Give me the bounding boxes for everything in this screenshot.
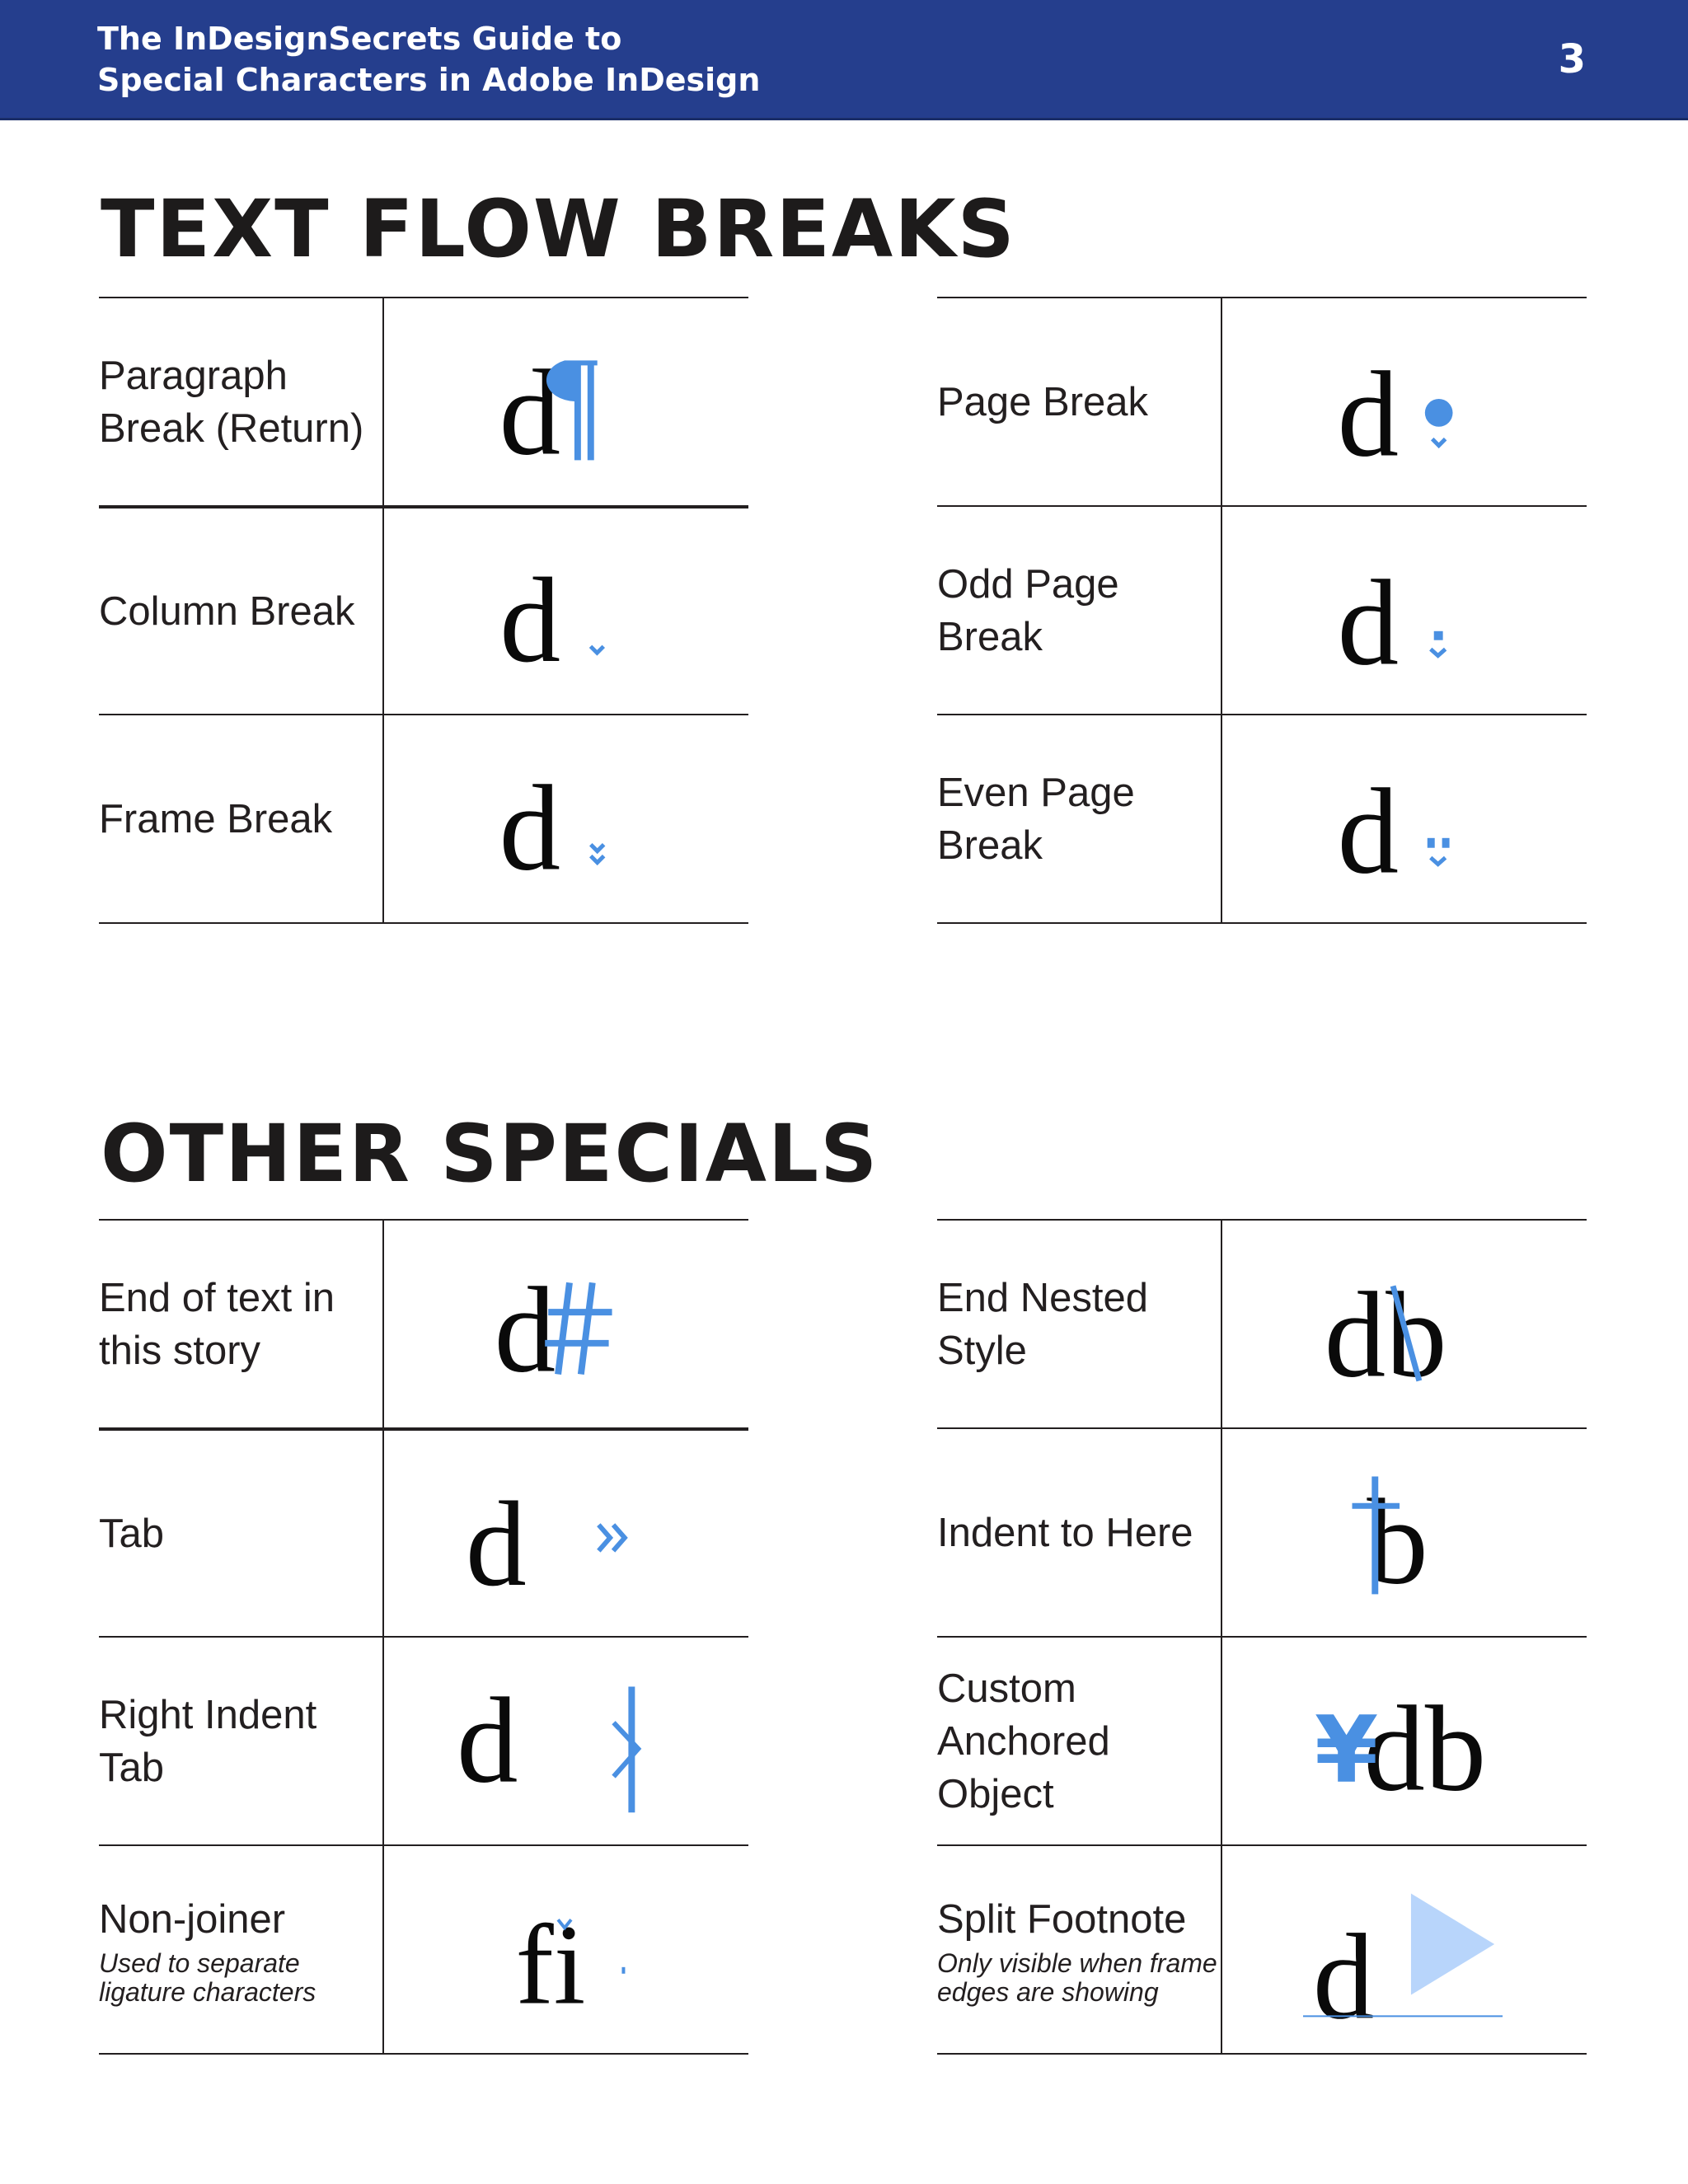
anchored-object-icon [1221,1638,1587,1844]
row-label: Frame Break [99,796,333,841]
glyph-fi: fi [515,1901,586,2029]
glyph-d: d [457,1672,518,1809]
table-row [937,1844,1587,2055]
document-title [97,18,760,101]
table-row [99,1844,748,2055]
table-row [937,1636,1587,1844]
page-number: 3 [1558,36,1586,82]
end-of-story-icon [382,1221,748,1427]
even-page-break-icon [1221,715,1587,922]
table-row [937,297,1587,505]
glyph-db: db [1363,1680,1487,1817]
row-label: Indent to Here [937,1510,1193,1555]
row-label: Column Break [99,588,355,634]
glyph-d: d [494,1262,556,1399]
table-row [937,505,1587,714]
glyph-b: b [1367,1474,1428,1610]
row-note: Used to separate ligature characters [99,1947,316,2007]
glyph-d: d [1337,555,1400,691]
document-title-line-1: The InDesignSecrets Guide to [97,21,622,57]
table-row [937,1219,1587,1427]
glyph-d: d [499,552,561,688]
table-row [99,1636,748,1844]
end-nested-style-icon [1221,1221,1587,1427]
row-note: Only visible when frame edges are showing [937,1947,1217,2007]
non-joiner-icon [382,1846,748,2053]
row-label: Odd Page Break [937,561,1119,659]
right-indent-tab-icon [382,1638,748,1844]
page-break-icon [1221,298,1587,505]
odd-page-break-icon [1221,507,1587,714]
split-footnote-icon [1221,1846,1587,2053]
frame-break-icon [382,715,748,922]
page-header [0,0,1688,120]
column-break-icon [382,509,748,714]
row-label: Even Page Break [937,770,1135,868]
glyph-d: d [1337,346,1400,483]
row-label: Paragraph Break (Return) [99,353,364,451]
row-label: End Nested Style [937,1275,1149,1373]
glyph-d: d [499,760,561,897]
table-row [99,297,748,505]
indent-to-here-icon [1221,1429,1587,1636]
row-label: Non-joiner [99,1896,286,1942]
document-title-line-2: Special Characters in Adobe InDesign [97,62,761,98]
text-flow-table-right [937,297,1587,924]
table-row [99,1219,748,1427]
glyph-yen: ¥ [1314,1697,1379,1804]
glyph-d: d [499,344,561,481]
other-specials-table-right [937,1219,1587,2055]
row-label: End of text in this story [99,1275,335,1373]
tab-icon [382,1431,748,1636]
row-label: Split Footnote [937,1896,1187,1942]
table-row [937,1427,1587,1636]
paragraph-mark-icon [382,298,748,505]
text-flow-table-left [99,297,748,924]
other-specials-table-left [99,1219,748,2055]
glyph-d: d [1312,1909,1375,2046]
table-row [99,714,748,924]
section-title-other-specials: OTHER SPECIALS [101,1108,879,1200]
section-title-text-flow-breaks: TEXT FLOW BREAKS [101,183,1016,275]
glyph-d: d [1337,763,1400,900]
row-label: Right Indent Tab [99,1692,317,1790]
row-label: Tab [99,1511,165,1556]
table-row [99,1427,748,1636]
row-label: Custom Anchored Object [937,1666,1110,1816]
glyph-d: d [465,1475,527,1611]
row-label: Page Break [937,379,1149,424]
glyph-db: db [1324,1267,1447,1404]
table-row [937,714,1587,924]
table-row [99,505,748,714]
